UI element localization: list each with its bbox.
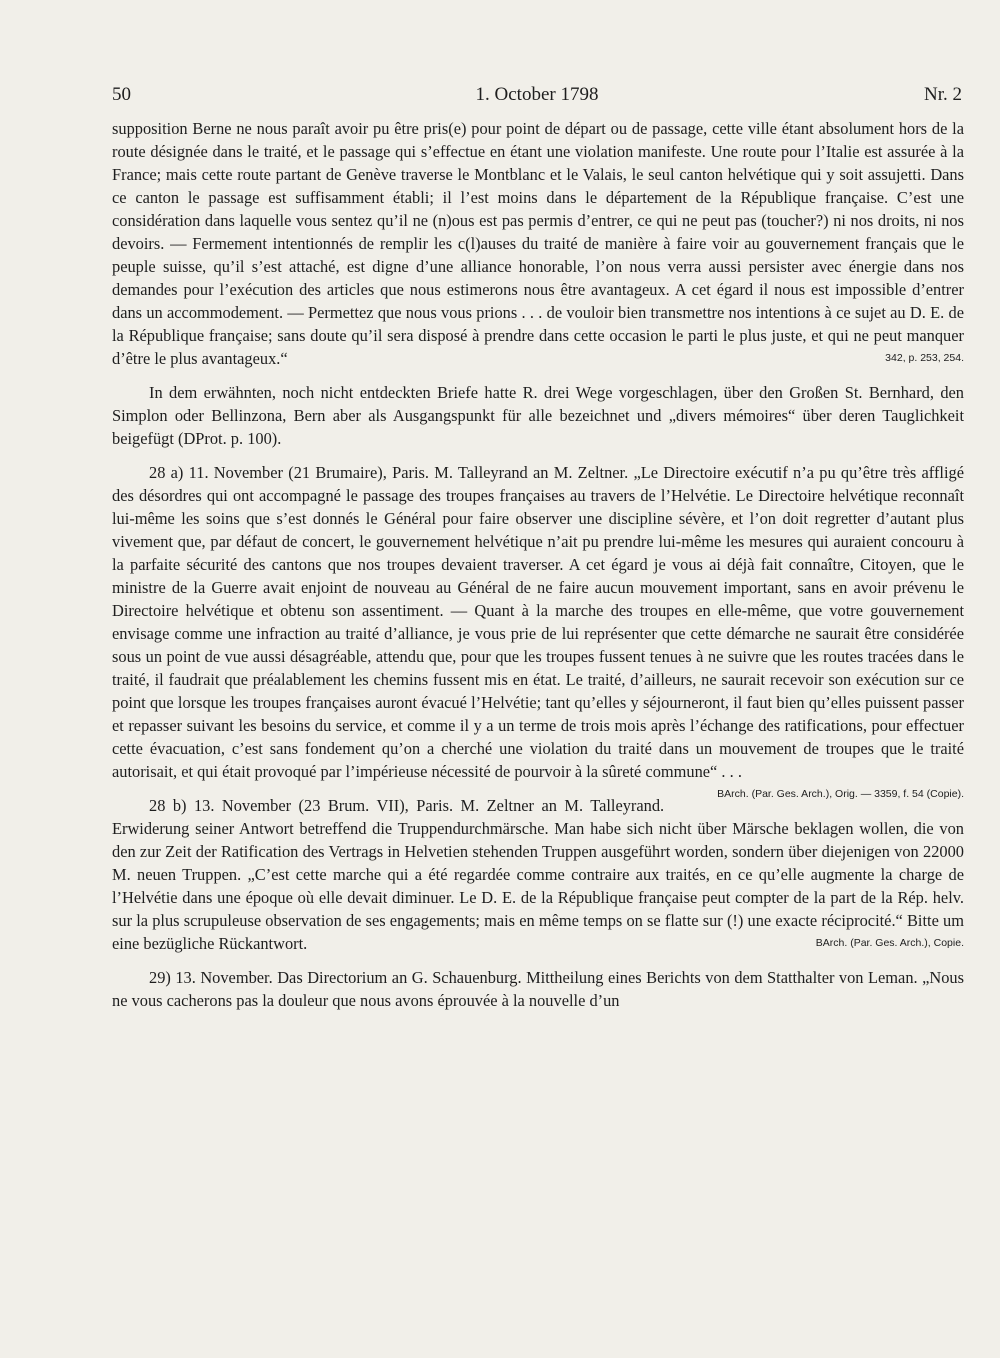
paragraph-text: In dem erwähnten, noch nicht entdeckten Briefe hatte R. drei Wege vorgeschlagen, über den Großen St. Bernhard, den Simplon oder Bellinzona, Bern aber als Ausgangspunkt für alle bezeichnet und „divers mémoires“ über deren Tauglichkeit beigefügt (DProt. p. 100).	[112, 383, 964, 448]
page-number: 50	[112, 84, 131, 105]
paragraph-text: supposition Berne ne nous paraît avoir pu être pris(e) pour point de départ ou de passage, cette ville étant absolument hors de la route désignée dans le traité, et le passage qui s’effectue en étant une violation manifeste. Une route pour l’Italie est assurée à la France; mais cette route partant de Genève traverse le Montblanc et le Valais, le seul canton helvétique qui y soit assujetti. Dans ce canton le passage est suffisamment établi; il l’est moins dans le département de la République française. C’est une considération dans laquelle vous sentez qu’il ne (n)ous est pas permis d’entrer, ce qui ne peut pas (toucher?) ni nos droits, ni nos devoirs. — Fermement intentionnés de remplir les c(l)auses du traité de manière à faire voir au gouvernement français que le peuple suisse, qu’il s’est attaché, est digne d’une alliance honorable, l’on nous verra aussi persister avec énergie dans nos demandes pour l’exécution des articles que nous estimerons nous être avantageux. A cet égard il nous est impossible d’entrer dans un accommodement. — Permettez que nous vous prions . . . de vouloir bien transmettre nos intentions à ce sujet au D. E. de la République française; sans doute qu’il sera disposé à prendre dans cette occasion le parti le plus juste, et qui ne peut manquer d’être le plus avantageux.“	[112, 119, 964, 368]
entry-28a	[112, 461, 964, 800]
paragraph-continuation	[112, 117, 964, 370]
page-header	[112, 84, 962, 114]
archive-reference: 342, p. 253, 254.	[885, 352, 964, 364]
archive-reference: BArch. (Par. Ges. Arch.), Orig. — 3359, f. 54 (Copie).	[717, 788, 964, 800]
page-body	[112, 117, 964, 1023]
paragraph-text: 28 b) 13. November (23 Brum. VII), Paris. M. Zeltner an M. Talleyrand. Erwiderung seiner Antwort betreffend die Truppendurchmärsche. Man habe sich nicht über Märsche beklagen wollen, die von den zur Zeit der Ratification des Vertrags in Helvetien stehenden Truppen ausgeführt worden, sondern über diejenigen von 22000 M. neuen Truppen. „C’est cette marche qui a été regardée comme contraire aux traités, en ce qu’elle augmente la charge de l’Helvétie dans une époque où elle devait diminuer. Le D. E. de la République française peut compter de la part de la Rép. helv. sur la plus scrupuleuse observation de ses engagements; mais en même temps on se flatte sur (!) une exacte réciprocité.“ Bitte um eine bezügliche Rückantwort.	[112, 796, 964, 953]
entry-28b	[112, 794, 964, 955]
entry-29	[112, 966, 964, 1012]
archive-reference: BArch. (Par. Ges. Arch.), Copie.	[815, 937, 964, 949]
paragraph-note	[112, 381, 964, 450]
document-number: Nr. 2	[924, 84, 962, 105]
running-title-date: 1. October 1798	[475, 84, 599, 105]
paragraph-text: 29) 13. November. Das Directorium an G. Schauenburg. Mittheilung eines Berichts von dem Statthalter von Leman. „Nous ne vous cacherons pas la douleur que nous avons éprouvée à la nouvelle d’un	[112, 968, 964, 1010]
paragraph-text: 28 a) 11. November (21 Brumaire), Paris. M. Talleyrand an M. Zeltner. „Le Directoire exécutif n’a pu qu’être très affligé des désordres qui ont accompagné le passage des troupes françaises au travers de l’Helvétie. Le Directoire helvétique reconnaît lui-même les soins que s’est donnés le Général pour faire observer une discipline sévère, et l’on doit regretter d’autant plus vivement que, par défaut de concert, le gouvernement helvétique n’ait pu prendre lui-même les mesures qui auraient concouru à la parfaite sécurité des cantons que nos troupes devaient traverser. A cet égard je vous ai déjà fait connaître, Citoyen, que le ministre de la Guerre avait enjoint de nouveau au Général de ne faire aucun mouvement important, sans en avoir prévenu le Directoire helvétique et obtenu son assentiment. — Quant à la marche des troupes en elle-même, que votre gouvernement envisage comme une infraction au traité d’alliance, je vous prie de lui représenter que cette démarche ne saurait être considérée sous un point de vue aussi désagréable, attendu que, pour que les troupes fussent tenues à ne suivre que les routes tracées dans le traité, il faudrait que préalablement les chemins fussent mis en état. Le traité, d’ailleurs, ne saurait recevoir son exécution sur ce point que lorsque les troupes françaises auront évacué l’Helvétie; tant qu’elles y séjourneront, il faut bien qu’elles puissent passer et repasser suivant les besoins du service, et comme il y a un terme de trois mois après l’échange des ratifications, pour effectuer cette évacuation, c’est sans fondement qu’on a cherché une violation du traité dans un mouvement de troupes que le traité autorisait, et qui était provoqué par l’impérieuse nécessité de pourvoir à la sûreté commune“ . . .	[112, 463, 964, 781]
